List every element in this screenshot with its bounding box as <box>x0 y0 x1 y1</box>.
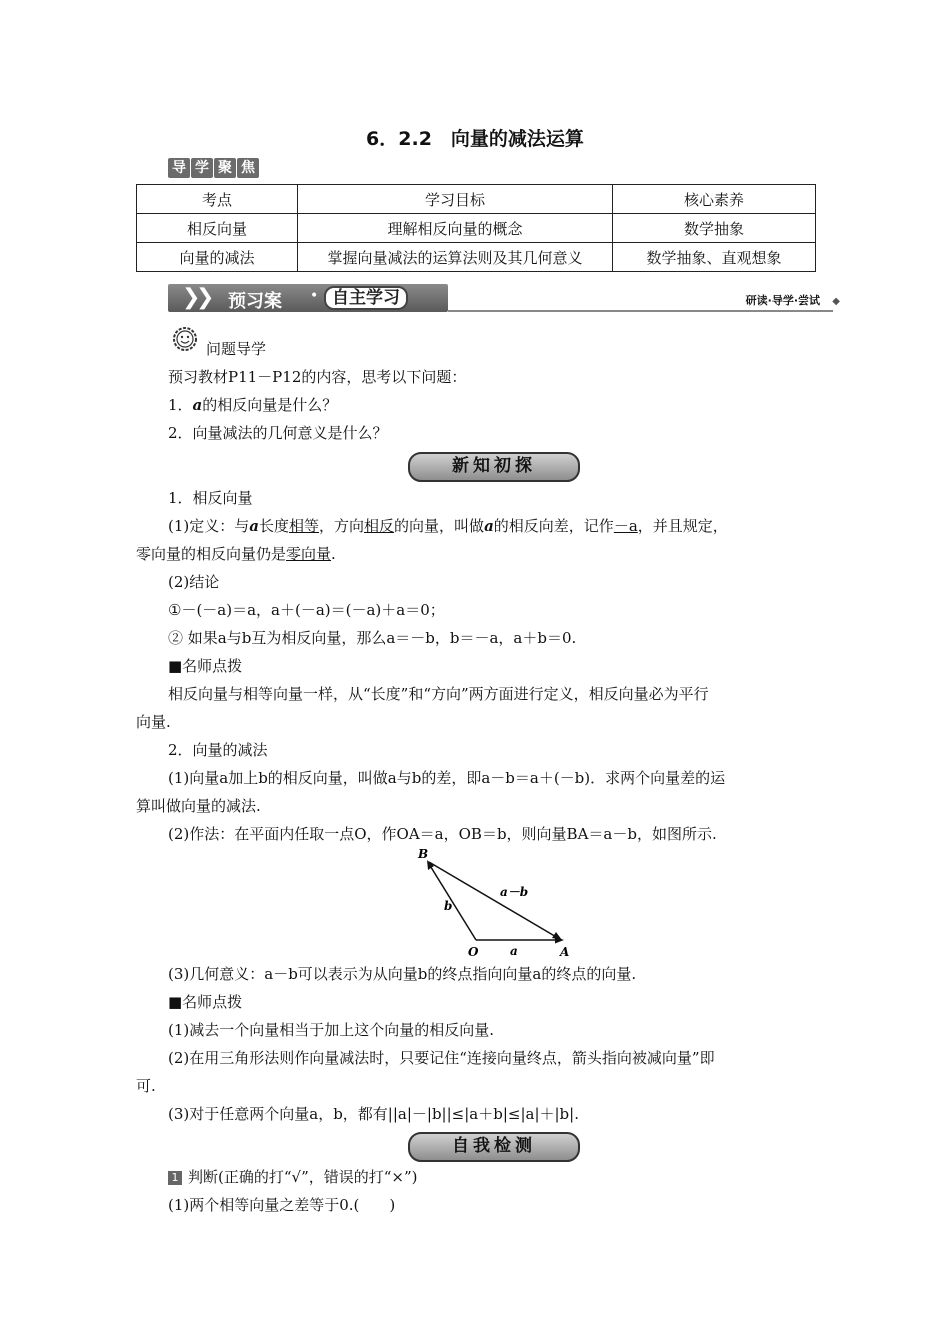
smiley-icon <box>172 326 198 352</box>
check-question: 1 判断(正确的打“√”，错误的打“×”) <box>168 1167 418 1187</box>
table-cell: 相反向量 <box>137 214 298 243</box>
k1-conclusion-1: ①－(－a)＝a，a＋(－a)＝(－a)＋a＝0； <box>168 601 445 619</box>
k2-line-3: (2)作法：在平面内任取一点O，作OA＝a，OB＝b，则向量BA＝a－b，如图所示. <box>168 825 717 843</box>
banner-sublabel: 自主学习 <box>324 286 408 310</box>
tag-char: 学 <box>191 158 213 178</box>
label-a-vector: a <box>510 944 518 958</box>
table-header: 学习目标 <box>298 185 613 214</box>
tip-text: 相反向量与相等向量一样，从“长度”和“方向”两方面进行定义，相反向量必为平行 <box>168 685 709 703</box>
table-cell: 向量的减法 <box>137 243 298 272</box>
tip-text: (1)减去一个向量相当于加上这个向量的相反向量. <box>168 1021 495 1039</box>
new-knowledge-pill: 新知初探 <box>408 452 580 482</box>
table-header-row <box>137 185 816 214</box>
tip-text: (3)对于任意两个向量a，b，都有||a|－|b||≤|a＋b|≤|a|＋|b|. <box>168 1105 579 1123</box>
table-cell: 掌握向量减法的运算法则及其几何意义 <box>298 243 613 272</box>
tip-heading: ■名师点拨 <box>168 993 243 1011</box>
preview-banner <box>168 284 840 314</box>
k2-line-1: (1)向量a加上b的相反向量，叫做a与b的差，即a－b＝a＋(－b)．求两个向量差的运 <box>168 769 726 787</box>
label-b-point: B <box>418 847 429 861</box>
table-cell: 理解相反向量的概念 <box>298 214 613 243</box>
k1-conclusion-2: ② 如果a与b互为相反向量，那么a＝－b，b＝－a，a＋b＝0. <box>168 629 577 647</box>
label-a-point: A <box>560 945 570 959</box>
tip-heading: ■名师点拨 <box>168 657 243 675</box>
label-a-minus-b: a－b <box>500 885 529 899</box>
table-cell: 数学抽象 <box>613 214 816 243</box>
goals-table <box>136 184 816 272</box>
chevron-icon: ❯ <box>196 285 215 310</box>
question-2: 2．向量减法的几何意义是什么？ <box>168 424 388 442</box>
banner-rule <box>448 310 833 312</box>
k1-definition-cont: 零向量的相反向量仍是零向量. <box>136 545 336 563</box>
k2-line-4: (3)几何意义：a－b可以表示为从向量b的终点指向向量a的终点的向量. <box>168 965 637 983</box>
table-header: 核心素养 <box>613 185 816 214</box>
self-check-pill: 自我检测 <box>408 1132 580 1162</box>
question-1: 1．a的相反向量是什么？ <box>168 396 338 414</box>
k1-definition: (1)定义：与a长度相等，方向相反的向量，叫做a的相反向差，记作－a，并且规定， <box>168 517 728 535</box>
k2-heading: 2．向量的减法 <box>168 741 268 759</box>
diamond-icon: ◆ <box>832 296 840 307</box>
table-cell: 数学抽象、直观想象 <box>613 243 816 272</box>
label-b-vector: b <box>444 899 453 913</box>
tag-char: 聚 <box>214 158 236 178</box>
tag-char: 导 <box>168 158 190 178</box>
dot-separator: • <box>310 288 319 304</box>
page-title: 6．2.2 向量的减法运算 <box>366 128 584 150</box>
table-row <box>137 214 816 243</box>
table-header: 考点 <box>137 185 298 214</box>
question-number: 1 <box>168 1171 182 1185</box>
section-tag <box>168 158 259 178</box>
k1-heading: 1．相反向量 <box>168 489 253 507</box>
intro-text: 预习教材P11－P12的内容，思考以下问题： <box>168 368 467 386</box>
chevron-icon: ❯ <box>182 285 201 310</box>
tip-text: (2)在用三角形法则作向量减法时，只要记住“连接向量终点，箭头指向被减向量”即 <box>168 1049 715 1067</box>
section-heading: 问题导学 <box>206 340 267 358</box>
vector-triangle-figure <box>400 842 590 962</box>
k2-line-2: 算叫做向量的减法. <box>136 797 261 815</box>
tip-text-cont: 可. <box>136 1077 156 1095</box>
k1-conclusion-heading: (2)结论 <box>168 573 220 591</box>
check-item-1: (1)两个相等向量之差等于0.( ) <box>168 1196 396 1214</box>
banner-right-text: 研读·导学·尝试 <box>745 294 820 307</box>
table-row <box>137 243 816 272</box>
tip-text-cont: 向量. <box>136 713 171 731</box>
banner-label: 预习案 <box>228 291 282 312</box>
label-o-point: O <box>468 945 479 959</box>
tag-char: 焦 <box>237 158 259 178</box>
